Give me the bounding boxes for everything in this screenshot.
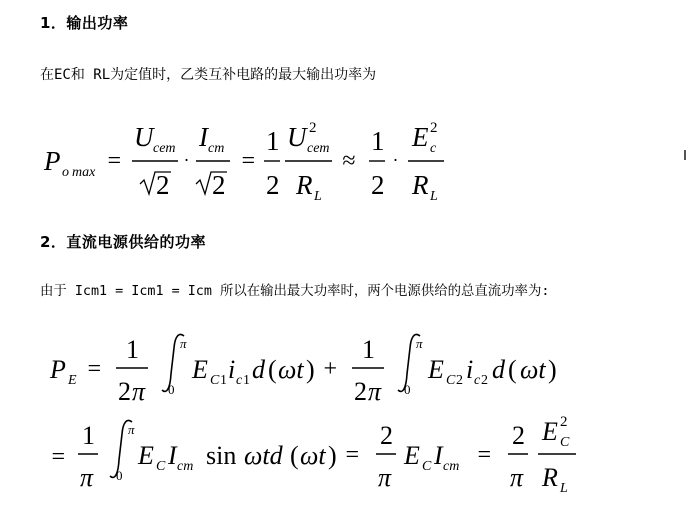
svg-text:(: ( [290,441,299,470]
svg-text:2: 2 [118,377,131,406]
svg-text:2: 2 [456,373,463,388]
svg-text:2: 2 [481,373,488,388]
svg-text:E: E [192,355,208,384]
svg-text:2: 2 [309,120,317,136]
svg-text:E: E [138,441,154,470]
svg-text:π: π [128,422,135,437]
svg-text:R: R [542,463,558,492]
svg-text:2: 2 [512,421,525,450]
svg-text:2: 2 [371,170,385,200]
svg-text:cm: cm [208,141,225,156]
svg-text:E: E [428,355,444,384]
svg-text:P: P [50,355,66,384]
svg-text:π: π [416,336,423,351]
svg-text:C: C [446,373,456,388]
svg-text:=: = [476,442,493,468]
svg-text:=: = [240,148,257,174]
svg-text:): ) [548,355,557,384]
svg-text:(: ( [268,355,277,384]
svg-text:2: 2 [380,421,393,450]
svg-text:U: U [134,122,154,152]
svg-text:1: 1 [220,373,227,388]
svg-text:I: I [434,441,443,470]
svg-text:E: E [412,122,429,152]
svg-text:C: C [156,459,166,474]
svg-text:sin: sin [206,441,237,470]
svg-text:1: 1 [126,335,139,364]
svg-text:i: i [466,355,474,384]
svg-text:I: I [168,441,177,470]
svg-text:U: U [287,122,307,152]
svg-text:c: c [474,373,481,388]
svg-text:E: E [542,417,558,446]
svg-text:c: c [236,373,243,388]
svg-text:2: 2 [266,170,280,200]
svg-text:·: · [184,150,189,170]
section-1-heading: 1．输出功率 [40,14,129,32]
svg-text:L: L [314,189,322,204]
svg-text:): ) [328,441,337,470]
svg-text:2: 2 [156,170,170,200]
svg-text:=: = [344,442,361,468]
svg-text:L: L [430,189,438,204]
svg-text:cm: cm [443,459,460,474]
svg-text:0: 0 [116,468,123,483]
svg-text:π: π [180,336,187,351]
svg-text:ωt: ωt [520,355,546,384]
svg-text:C: C [422,459,432,474]
svg-text:C: C [560,435,570,450]
svg-text:0: 0 [168,382,175,397]
svg-text:E: E [68,373,77,388]
svg-text:π: π [80,463,94,492]
svg-text:=: = [86,356,103,382]
output-power-formula-graphic [44,118,484,206]
svg-text:2: 2 [212,170,226,200]
svg-text:L: L [560,481,568,496]
svg-text:π: π [510,463,524,492]
svg-text:o: o [62,165,69,180]
section-2-heading: 2．直流电源供给的功率 [40,233,206,251]
svg-text:cem: cem [153,141,176,156]
svg-text:0: 0 [404,382,411,397]
svg-text:ωt: ωt [300,441,326,470]
dc-supply-power-formula-graphic [46,328,606,508]
section-1-paragraph: 在EC和 RL为定值时，乙类互补电路的最大输出功率为 [40,67,377,83]
dc-supply-power-formula [46,328,606,508]
svg-text:+: + [322,356,339,382]
svg-text:c: c [430,141,437,156]
svg-text:d: d [252,355,265,384]
svg-text:π: π [368,377,382,406]
svg-text:R: R [412,170,429,200]
svg-text:): ) [306,355,315,384]
svg-text:π: π [378,463,392,492]
svg-text:R: R [296,170,313,200]
svg-text:1: 1 [371,126,385,156]
svg-text:cm: cm [177,459,194,474]
svg-text:(: ( [508,355,517,384]
svg-text:π: π [132,377,146,406]
svg-text:d: d [492,355,505,384]
section-2-paragraph: 由于 Icm1 = Icm1 = Icm 所以在输出最大功率时，两个电源供给的总直流功率为: [40,284,550,299]
svg-text:=: = [50,444,67,470]
svg-text:1: 1 [266,126,280,156]
svg-text:·: · [393,150,398,170]
svg-text:≈: ≈ [342,148,356,174]
svg-text:ωtd: ωtd [244,441,283,470]
svg-text:I: I [199,122,208,152]
svg-text:1: 1 [362,335,375,364]
svg-text:1: 1 [82,421,95,450]
svg-text:=: = [106,148,123,174]
svg-text:2: 2 [354,377,367,406]
edge-mark [684,150,688,160]
svg-text:ωt: ωt [278,355,304,384]
svg-text:C: C [210,373,220,388]
svg-text:E: E [404,441,420,470]
output-power-formula [44,118,484,206]
svg-text:1: 1 [243,373,250,388]
svg-text:max: max [72,165,96,180]
svg-text:2: 2 [430,120,438,136]
svg-text:i: i [228,355,236,384]
svg-text:2: 2 [560,414,568,430]
svg-text:cem: cem [307,141,330,156]
svg-text:P: P [44,146,61,176]
